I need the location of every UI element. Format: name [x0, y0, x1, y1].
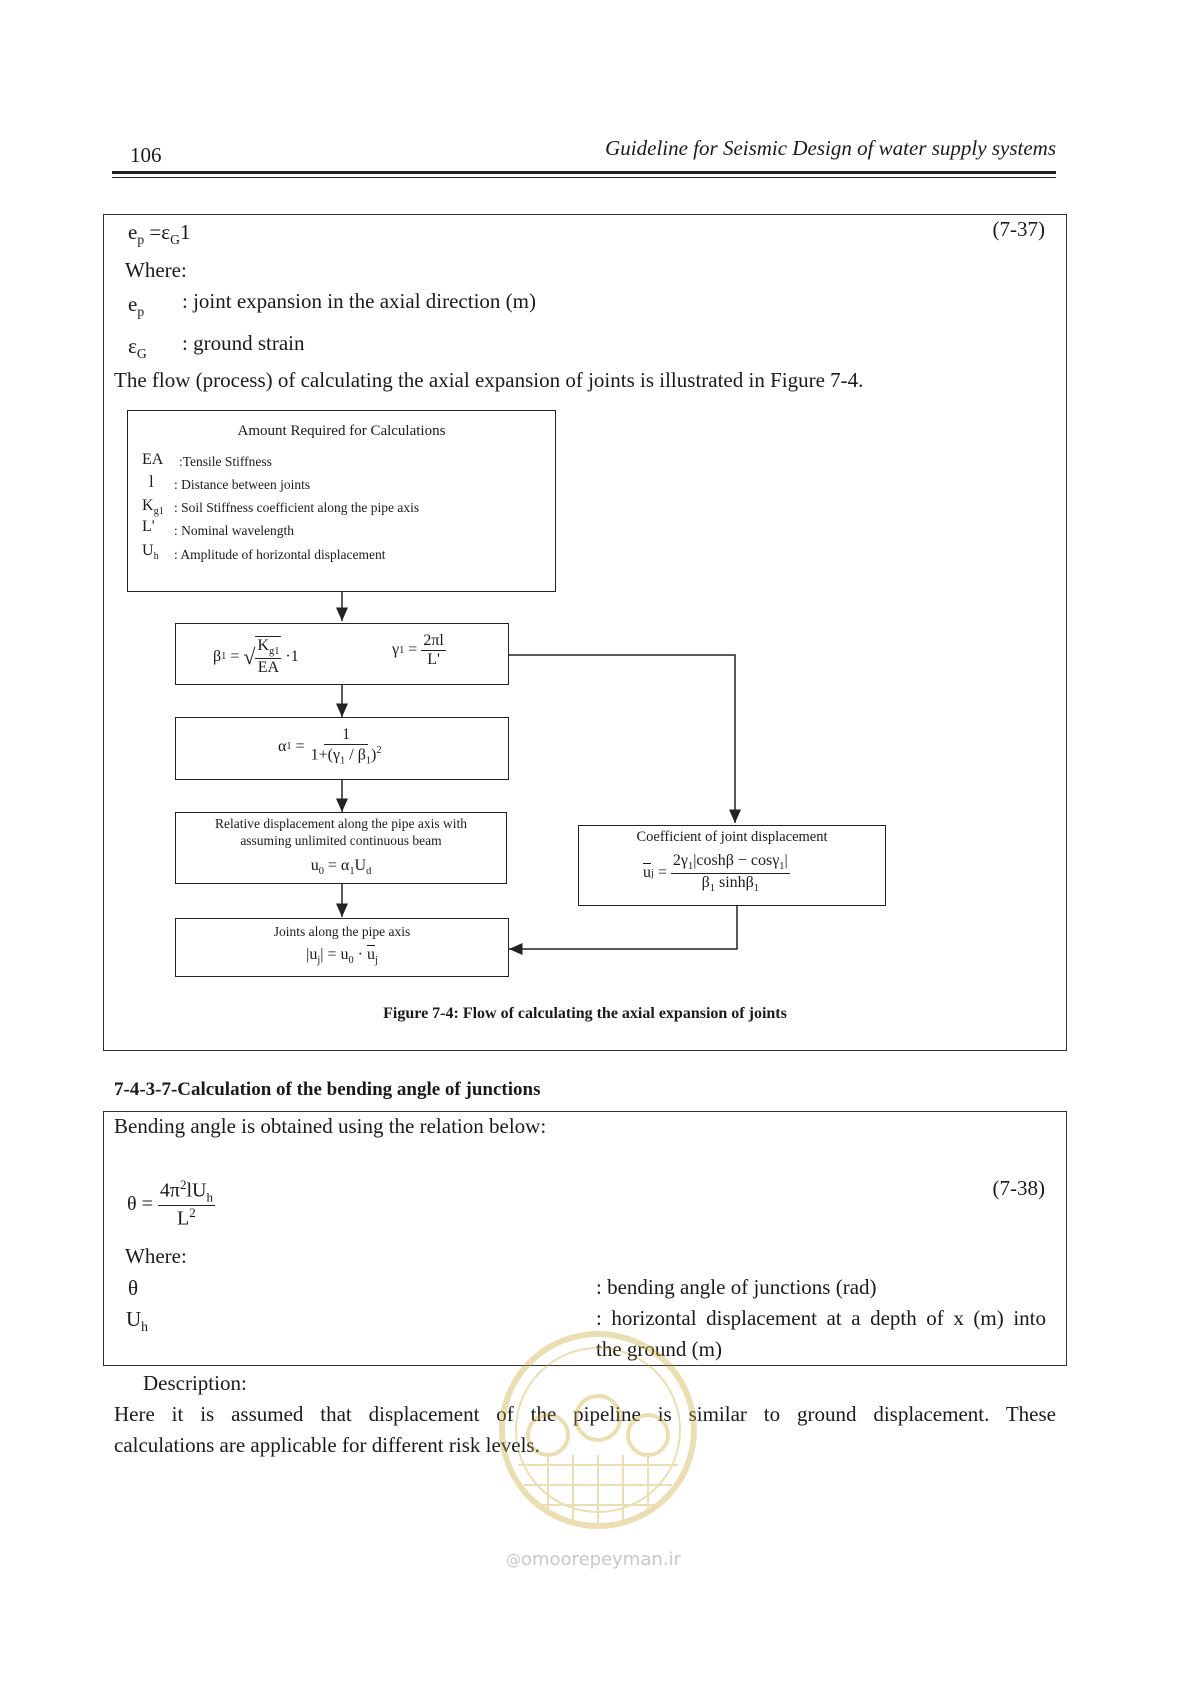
- definition-theta: : bending angle of junctions (rad): [596, 1275, 877, 1299]
- description-label: Description:: [143, 1371, 247, 1395]
- equation-number-7-37: (7-37): [992, 217, 1045, 241]
- uj-bar-formula: $\overline{u}$ j = $\frac{2\gamma_1|\cosh\beta - \cos\gamma_1|}{\beta_1 \sinh\beta_1}$: [643, 852, 788, 894]
- relative-displacement-box: [175, 812, 507, 884]
- description: : Nominal wavelength: [174, 523, 294, 538]
- relative-displacement-line2: assuming unlimited continuous beam: [240, 833, 442, 848]
- equation-7-37: $e_p =\varepsilon_G1$: [128, 220, 191, 248]
- where-label: Where:: [125, 258, 187, 282]
- description-line1: Here it is assumed that displacement of the pipeline is similar to ground displacement. These: [114, 1402, 1056, 1426]
- equation-7-38: θ = $\frac{4\pi^2lU_h}{L^2}$: [127, 1177, 213, 1230]
- joint-coefficient-title: Coefficient of joint displacement: [636, 829, 828, 845]
- symbol: EA: [142, 451, 164, 468]
- definition-epsilon-g: : ground strain: [182, 331, 305, 355]
- description-line2: calculations are applicable for different risk levels.: [114, 1433, 540, 1457]
- symbol: L': [142, 518, 155, 535]
- relative-displacement-line1: Relative displacement along the pipe axis with: [215, 816, 467, 831]
- joint-coefficient-box: [578, 825, 886, 906]
- description: :Tensile Stiffness: [179, 454, 272, 469]
- joints-box: [175, 918, 509, 977]
- page-number: 106: [130, 143, 162, 167]
- definition-uh-line2: the ground (m): [596, 1337, 722, 1361]
- where-label-2: Where:: [125, 1244, 187, 1268]
- watermark-text: @omoorepeyman.ir: [506, 1549, 681, 1570]
- bending-intro: Bending angle is obtained using the relation below:: [114, 1114, 547, 1138]
- figure-caption: Figure 7-4: Flow of calculating the axial expansion of joints: [383, 1005, 787, 1022]
- joints-title: Joints along the pipe axis: [273, 924, 411, 939]
- required-amounts-box: [127, 410, 556, 592]
- required-amounts-title: Amount Required for Calculations: [237, 423, 446, 439]
- description: : Distance between joints: [174, 477, 311, 492]
- symbol-uh: $U_h$: [126, 1307, 148, 1335]
- gamma-formula: γ 1 = $\frac{2\pi l}{L'}$: [392, 632, 444, 668]
- description: : Amplitude of horizontal displacement: [174, 547, 386, 562]
- symbol: $K_{g1}$: [142, 497, 164, 518]
- running-title: Guideline for Seismic Design of water supply systems: [605, 136, 1056, 160]
- beta-formula: β 1 = √ $\frac{K_{g1}}{EA}$ ·1: [213, 637, 299, 676]
- description: : Soil Stiffness coefficient along the pipe axis: [174, 500, 420, 515]
- symbol: $U_h$: [142, 542, 159, 563]
- equation-number-7-38: (7-38): [992, 1176, 1045, 1200]
- flow-sentence: The flow (process) of calculating the axial expansion of joints is illustrated in Figure 7-4.: [114, 368, 864, 392]
- section-heading: 7-4-3-7-Calculation of the bending angle of junctions: [114, 1079, 541, 1100]
- watermark-seal-icon: [488, 1330, 708, 1530]
- u0-formula: $u_0 = \alpha_1U_d$: [310, 857, 372, 878]
- symbol-theta: θ: [128, 1276, 139, 1300]
- symbol-epsilon-g: $\varepsilon_G$: [128, 334, 147, 362]
- alpha-formula: α 1 = $\frac{1}{1+(\gamma_1 / \beta_1)^2}$: [278, 726, 382, 767]
- definition-ep: : joint expansion in the axial direction (m): [182, 289, 536, 313]
- symbol-ep: $e_p$: [128, 292, 145, 320]
- alpha-box: [175, 717, 509, 780]
- beta-gamma-box: [175, 623, 509, 685]
- uj-formula: $|u_j| = u_0 \cdot \overline{u}_j$: [306, 946, 378, 967]
- symbol: l: [149, 472, 154, 491]
- definition-uh-line1: : horizontal displacement at a depth of x (m) into: [596, 1306, 1046, 1330]
